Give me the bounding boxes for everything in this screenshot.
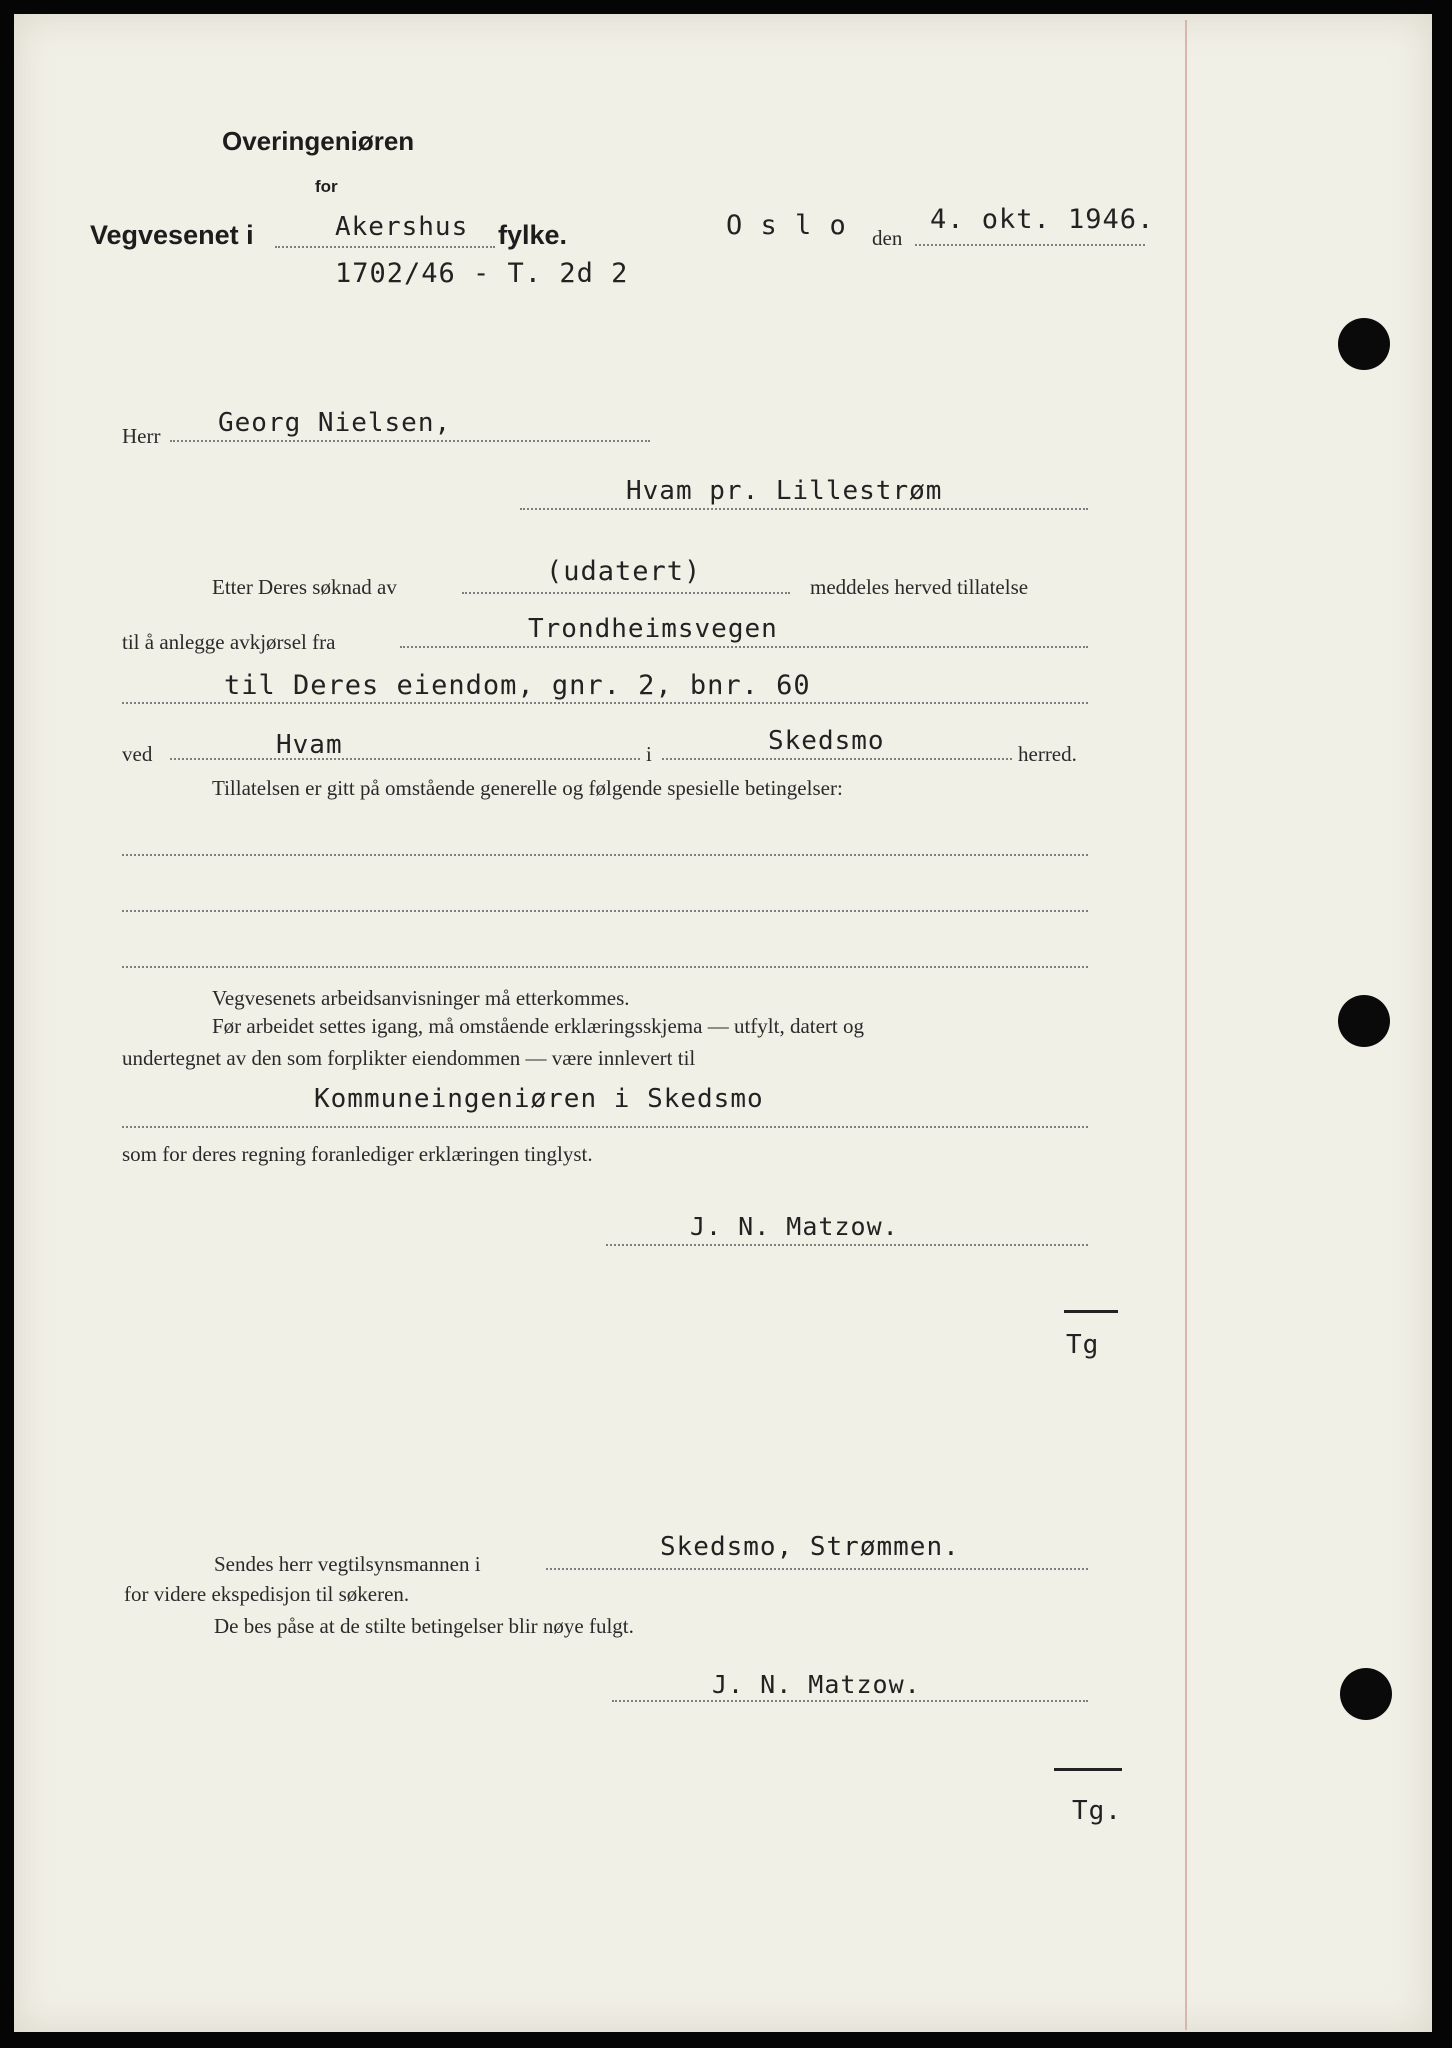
date-value: 4. okt. 1946. [930,204,1155,235]
county-value: Akershus [335,212,469,242]
property-line [122,702,1088,704]
i-label: i [646,742,652,766]
initials-2: Tg. [1072,1796,1122,1826]
for-label: for [315,177,338,196]
declaration-text-1: Før arbeidet settes igang, må omstående erklæringsskjema — utfylt, datert og [212,1014,865,1038]
date-line [915,244,1145,246]
herred-value: Skedsmo [768,726,885,756]
ved-value: Hvam [276,730,343,760]
reference-number: 1702/46 - T. 2d 2 [335,258,629,289]
punch-hole-top [1338,318,1390,370]
den-label: den [872,226,903,250]
application-date-line [462,592,790,594]
forward-location-line [546,1568,1088,1570]
signature-2: J. N. Matzow. [712,1670,921,1699]
initials-1: Tg [1066,1330,1100,1360]
signature-1: J. N. Matzow. [690,1212,899,1241]
initials-bar-1 [1064,1310,1118,1313]
permission-text: meddeles herved tillatelse [810,575,1029,599]
forward-text-2: De bes påse at de stilte betingelser blir nøye fulgt. [214,1614,634,1638]
herred-line [662,758,1012,760]
recipient-address: Hvam pr. Lillestrøm [626,476,943,506]
punch-hole-middle [1338,995,1390,1047]
name-line [170,440,650,442]
herr-label: Herr [122,424,161,448]
place-value: O s l o [726,210,847,241]
application-date: (udatert) [546,556,702,587]
margin-rule [1185,20,1187,2030]
declaration-text-2: undertegnet av den som forplikter eiendommen — være innlevert til [122,1046,696,1070]
road-value: Trondheimsvegen [528,614,778,644]
initials-bar-2 [1054,1768,1122,1771]
forward-text-1: for videre ekspedisjon til søkeren. [124,1582,410,1606]
deliver-to: Kommuneingeniøren i Skedsmo [314,1084,764,1114]
signature-line-1 [606,1244,1088,1246]
conditions-text: Tillatelsen er gitt på omstående generelle og følgende spesielle betingelser: [212,776,843,800]
forward-location: Skedsmo, Strømmen. [660,1532,960,1562]
condition-line-3 [122,966,1088,968]
deliver-line [122,1126,1088,1128]
recipient-name: Georg Nielsen, [218,408,452,438]
road-label: til å anlegge avkjørsel fra [122,630,336,654]
ved-label: ved [122,742,153,766]
registration-text: som for deres regning foranlediger erklæringen tinglyst. [122,1142,593,1166]
punch-hole-bottom [1340,1668,1392,1720]
signature-line-2 [612,1700,1088,1702]
road-line [400,646,1088,648]
vegvesenet-label: Vegvesenet i [90,220,254,250]
condition-line-1 [122,854,1088,856]
office-title: Overingeniøren [222,126,415,156]
instructions-text: Vegvesenets arbeidsanvisninger må etterkommes. [212,986,630,1010]
ved-line [170,758,640,760]
fylke-label: fylke. [498,220,568,250]
application-label: Etter Deres søknad av [212,575,397,599]
county-line [275,246,495,248]
address-line [520,508,1088,510]
herred-label: herred. [1018,742,1077,766]
forward-label: Sendes herr vegtilsynsmannen i [214,1552,481,1576]
condition-line-2 [122,910,1088,912]
property-value: til Deres eiendom, gnr. 2, bnr. 60 [224,670,811,701]
